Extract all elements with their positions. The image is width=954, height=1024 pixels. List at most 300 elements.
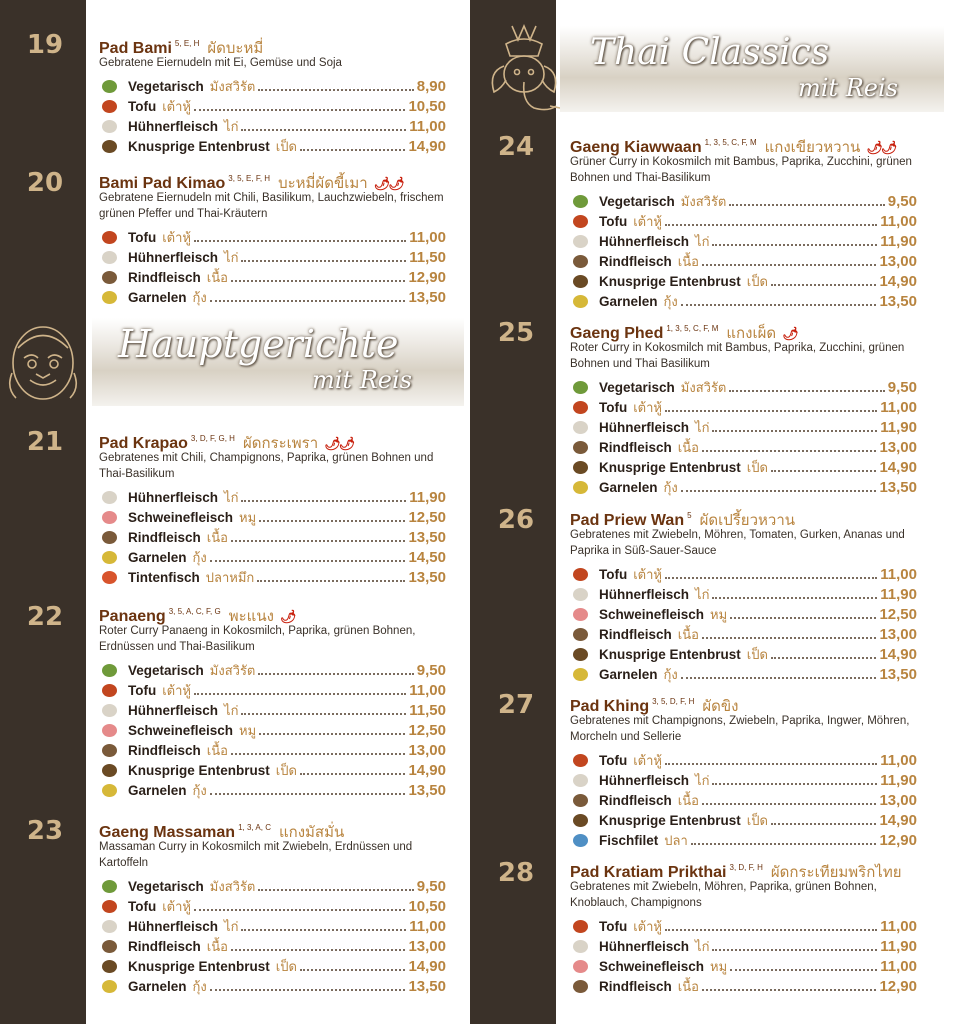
option-thai-name: เนื้อ bbox=[206, 269, 228, 285]
dish-number: 19 bbox=[26, 30, 64, 60]
option-row bbox=[99, 567, 446, 587]
dish-number: 22 bbox=[26, 602, 64, 632]
chili-icon: 🌶🌶 bbox=[373, 176, 403, 191]
option-price: 12,90 bbox=[879, 831, 917, 849]
option-thai-name: ไก่ bbox=[224, 918, 239, 934]
dot-leader bbox=[712, 597, 877, 599]
option-name: Knusprige Entenbrust bbox=[599, 273, 741, 289]
dish-thai-name: แกงเขียวหวาน bbox=[764, 139, 861, 156]
dot-leader bbox=[771, 284, 877, 286]
option-thai-name: ไก่ bbox=[695, 233, 710, 249]
option-price: 11,90 bbox=[880, 585, 917, 603]
option-row bbox=[99, 527, 446, 547]
option-thai-name: กุ้ง bbox=[663, 293, 678, 309]
beef-icon bbox=[99, 741, 119, 759]
dish-number: 23 bbox=[26, 816, 64, 846]
shrimp-icon bbox=[99, 781, 119, 799]
dot-leader bbox=[231, 540, 406, 542]
option-thai-name: เนื้อ bbox=[206, 938, 228, 954]
option-name: Hühnerfleisch bbox=[128, 118, 219, 134]
tofu-icon bbox=[570, 751, 590, 769]
option-thai-name: เนื้อ bbox=[677, 626, 699, 642]
chili-icon: 🌶🌶 bbox=[324, 436, 354, 451]
option-name: Tofu bbox=[599, 918, 628, 934]
dot-leader bbox=[771, 657, 877, 659]
banner-title: Thai Classics bbox=[590, 32, 830, 73]
option-thai-name: มังสวิรัต bbox=[209, 662, 256, 678]
chicken-icon bbox=[570, 418, 590, 436]
option-price: 13,50 bbox=[408, 781, 446, 799]
option-name: Schweinefleisch bbox=[599, 606, 705, 622]
option-price: 12,50 bbox=[408, 508, 446, 526]
option-row bbox=[99, 547, 446, 567]
beef-icon bbox=[570, 625, 590, 643]
tofu-icon bbox=[99, 228, 119, 246]
option-row bbox=[570, 770, 917, 790]
option-name: Garnelen bbox=[128, 782, 187, 798]
option-name: Rindfleisch bbox=[599, 792, 672, 808]
option-name: Hühnerfleisch bbox=[599, 938, 690, 954]
option-list bbox=[570, 191, 917, 311]
dish-thai-name: ผัดกระเพรา bbox=[242, 435, 319, 452]
option-row bbox=[570, 251, 917, 271]
dish-22-panaeng bbox=[99, 601, 446, 800]
dot-leader bbox=[712, 430, 877, 432]
chicken-icon bbox=[570, 232, 590, 250]
option-price: 12,90 bbox=[408, 268, 446, 286]
option-row bbox=[99, 287, 446, 307]
option-row bbox=[570, 604, 917, 624]
duck-icon bbox=[570, 645, 590, 663]
dish-19-pad-bami bbox=[99, 33, 446, 156]
option-price: 11,90 bbox=[409, 488, 446, 506]
option-row bbox=[570, 417, 917, 437]
option-price: 12,50 bbox=[408, 721, 446, 739]
option-thai-name: เต้าหู้ bbox=[633, 399, 662, 415]
dot-leader bbox=[712, 783, 877, 785]
tofu-icon bbox=[570, 917, 590, 935]
allergen-codes: 3, D, F, H bbox=[729, 863, 763, 872]
option-thai-name: เต้าหู้ bbox=[633, 918, 662, 934]
dish-thai-name: แกงเผ็ด bbox=[726, 325, 777, 342]
allergen-codes: 1, 3, A, C bbox=[238, 823, 271, 832]
option-row bbox=[99, 780, 446, 800]
option-thai-name: กุ้ง bbox=[192, 978, 207, 994]
option-thai-name: เนื้อ bbox=[677, 439, 699, 455]
dish-24-gaeng-kiawwaan bbox=[570, 132, 917, 311]
dish-description: Roter Curry Panaeng in Kokosmilch, Paprika, grünen Bohnen, Erdnüssen und Thai-Basilikum bbox=[99, 625, 416, 653]
option-price: 11,00 bbox=[409, 117, 446, 135]
option-row bbox=[99, 896, 446, 916]
option-name: Hühnerfleisch bbox=[128, 918, 219, 934]
option-thai-name: เต้าหู้ bbox=[162, 682, 191, 698]
option-name: Vegetarisch bbox=[128, 662, 204, 678]
dot-leader bbox=[241, 129, 406, 131]
option-price: 14,90 bbox=[879, 272, 917, 290]
option-name: Schweinefleisch bbox=[128, 509, 234, 525]
option-thai-name: ปลาหมึก bbox=[205, 569, 255, 585]
option-row bbox=[570, 477, 917, 497]
allergen-codes: 5 bbox=[687, 511, 692, 520]
option-price: 9,50 bbox=[887, 192, 917, 210]
option-thai-name: เนื้อ bbox=[677, 978, 699, 994]
option-thai-name: เป็ด bbox=[746, 273, 768, 289]
option-row bbox=[99, 247, 446, 267]
option-thai-name: ไก่ bbox=[224, 118, 239, 134]
option-price: 14,50 bbox=[408, 548, 446, 566]
tofu-icon bbox=[99, 897, 119, 915]
duck-icon bbox=[570, 272, 590, 290]
option-thai-name: เต้าหู้ bbox=[633, 566, 662, 582]
option-price: 11,00 bbox=[880, 398, 917, 416]
option-price: 13,50 bbox=[879, 292, 917, 310]
option-thai-name: หมู bbox=[710, 958, 728, 974]
option-row bbox=[99, 936, 446, 956]
dot-leader bbox=[702, 989, 877, 991]
allergen-codes: 3, 5, D, F, H bbox=[652, 697, 695, 706]
dot-leader bbox=[241, 929, 406, 931]
dish-description: Gebratenes mit Chili, Champignons, Paprika, grünen Bohnen und Thai-Basilikum bbox=[99, 452, 434, 480]
option-name: Rindfleisch bbox=[128, 742, 201, 758]
shrimp-icon bbox=[570, 478, 590, 496]
dish-number: 20 bbox=[26, 168, 64, 198]
option-thai-name: มังสวิรัต bbox=[680, 379, 727, 395]
dish-number: 27 bbox=[497, 690, 535, 720]
option-thai-name: เนื้อ bbox=[206, 742, 228, 758]
option-row bbox=[99, 507, 446, 527]
vegetable-icon bbox=[99, 877, 119, 895]
option-name: Tofu bbox=[599, 752, 628, 768]
dot-leader bbox=[241, 260, 406, 262]
dot-leader bbox=[300, 773, 406, 775]
option-thai-name: กุ้ง bbox=[663, 479, 678, 495]
option-thai-name: เป็ด bbox=[746, 812, 768, 828]
option-name: Garnelen bbox=[599, 293, 658, 309]
duck-icon bbox=[99, 761, 119, 779]
duck-icon bbox=[570, 458, 590, 476]
dot-leader bbox=[702, 803, 877, 805]
option-row bbox=[99, 700, 446, 720]
dish-thai-name: แกงมัสมั่น bbox=[278, 824, 345, 841]
option-name: Rindfleisch bbox=[128, 269, 201, 285]
option-row bbox=[570, 750, 917, 770]
option-price: 13,00 bbox=[879, 438, 917, 456]
option-price: 11,50 bbox=[409, 248, 446, 266]
option-name: Garnelen bbox=[128, 289, 187, 305]
option-name: Vegetarisch bbox=[128, 78, 204, 94]
dot-leader bbox=[665, 929, 877, 931]
option-name: Rindfleisch bbox=[128, 938, 201, 954]
vegetable-icon bbox=[99, 661, 119, 679]
chicken-icon bbox=[99, 488, 119, 506]
option-price: 8,90 bbox=[416, 77, 446, 95]
tofu-icon bbox=[99, 97, 119, 115]
dish-27-pad-khing bbox=[570, 691, 917, 850]
option-price: 13,50 bbox=[408, 528, 446, 546]
option-row bbox=[570, 564, 917, 584]
option-row bbox=[570, 916, 917, 936]
shrimp-icon bbox=[99, 977, 119, 995]
option-row bbox=[99, 760, 446, 780]
option-name: Tofu bbox=[599, 213, 628, 229]
shrimp-icon bbox=[570, 665, 590, 683]
option-row bbox=[99, 680, 446, 700]
option-row bbox=[570, 437, 917, 457]
option-row bbox=[570, 457, 917, 477]
dish-20-bami-pad-kimao bbox=[99, 168, 446, 307]
option-thai-name: หมู bbox=[239, 509, 257, 525]
dish-description: Roter Curry in Kokosmilch mit Bambus, Paprika, Zucchini, grünen Bohnen und Thai Basilikum bbox=[570, 342, 905, 370]
beef-icon bbox=[570, 977, 590, 995]
option-price: 13,50 bbox=[408, 568, 446, 586]
dish-thai-name: ผัดเปรี้ยวหวาน bbox=[699, 512, 795, 529]
chili-icon: 🌶 bbox=[279, 609, 295, 624]
dish-description: Gebratenes mit Zwiebeln, Möhren, Paprika, grünen Bohnen, Knoblauch, Champignons bbox=[570, 881, 877, 909]
dot-leader bbox=[259, 733, 405, 735]
option-thai-name: ไก่ bbox=[695, 938, 710, 954]
dish-26-pad-priew-wan bbox=[570, 505, 917, 684]
dot-leader bbox=[231, 753, 406, 755]
shrimp-icon bbox=[99, 548, 119, 566]
option-name: Schweinefleisch bbox=[128, 722, 234, 738]
dish-thai-name: ผัดขิง bbox=[702, 698, 739, 715]
option-row bbox=[570, 664, 917, 684]
dish-title bbox=[570, 857, 917, 881]
option-thai-name: ไก่ bbox=[695, 772, 710, 788]
pork-icon bbox=[99, 508, 119, 526]
option-row bbox=[570, 231, 917, 251]
allergen-codes: 3, D, F, G, H bbox=[190, 434, 235, 443]
option-price: 11,00 bbox=[409, 681, 446, 699]
dish-21-pad-krapao bbox=[99, 428, 446, 587]
vegetable-icon bbox=[99, 77, 119, 95]
option-price: 13,50 bbox=[408, 977, 446, 995]
option-row bbox=[570, 191, 917, 211]
dish-number: 25 bbox=[497, 318, 535, 348]
chicken-icon bbox=[99, 917, 119, 935]
left-margin-strip bbox=[0, 0, 86, 1024]
dish-number: 24 bbox=[497, 132, 535, 162]
dish-thai-name: พะแนง bbox=[228, 608, 274, 625]
beef-icon bbox=[99, 268, 119, 286]
vegetable-icon bbox=[570, 192, 590, 210]
option-row bbox=[99, 267, 446, 287]
dish-title bbox=[570, 132, 917, 156]
option-row bbox=[99, 76, 446, 96]
dot-leader bbox=[702, 264, 877, 266]
option-row bbox=[99, 720, 446, 740]
option-thai-name: เต้าหู้ bbox=[162, 898, 191, 914]
option-name: Tofu bbox=[599, 566, 628, 582]
option-price: 11,00 bbox=[880, 212, 917, 230]
option-name: Knusprige Entenbrust bbox=[128, 762, 270, 778]
option-name: Knusprige Entenbrust bbox=[128, 958, 270, 974]
duck-icon bbox=[99, 137, 119, 155]
dish-title bbox=[99, 817, 446, 841]
dish-name: Pad Kratiam Prikthai bbox=[570, 864, 727, 881]
dot-leader bbox=[241, 500, 406, 502]
dish-name: Pad Krapao bbox=[99, 435, 188, 452]
option-row bbox=[570, 291, 917, 311]
option-name: Knusprige Entenbrust bbox=[599, 646, 741, 662]
option-thai-name: กุ้ง bbox=[192, 549, 207, 565]
dot-leader bbox=[691, 843, 877, 845]
dish-name: Panaeng bbox=[99, 608, 166, 625]
option-row bbox=[99, 660, 446, 680]
option-thai-name: เป็ด bbox=[746, 459, 768, 475]
option-thai-name: หมู bbox=[710, 606, 728, 622]
dish-25-gaeng-phed bbox=[570, 318, 917, 497]
option-row bbox=[570, 810, 917, 830]
dish-title bbox=[570, 505, 917, 529]
option-price: 10,50 bbox=[408, 97, 446, 115]
option-price: 14,90 bbox=[408, 957, 446, 975]
option-row bbox=[570, 211, 917, 231]
option-list bbox=[99, 227, 446, 307]
option-name: Rindfleisch bbox=[599, 439, 672, 455]
option-row bbox=[99, 740, 446, 760]
duck-icon bbox=[99, 957, 119, 975]
option-row bbox=[570, 956, 917, 976]
option-price: 13,00 bbox=[879, 791, 917, 809]
option-thai-name: ไก่ bbox=[695, 419, 710, 435]
option-list bbox=[570, 377, 917, 497]
dot-leader bbox=[665, 763, 877, 765]
option-price: 11,00 bbox=[409, 917, 446, 935]
option-thai-name: เนื้อ bbox=[677, 792, 699, 808]
option-row bbox=[99, 956, 446, 976]
option-thai-name: เต้าหู้ bbox=[162, 229, 191, 245]
chicken-icon bbox=[570, 585, 590, 603]
dot-leader bbox=[258, 89, 413, 91]
option-name: Rindfleisch bbox=[599, 626, 672, 642]
dot-leader bbox=[729, 390, 884, 392]
option-thai-name: หมู bbox=[239, 722, 257, 738]
option-price: 13,00 bbox=[408, 741, 446, 759]
option-row bbox=[99, 116, 446, 136]
pork-icon bbox=[570, 605, 590, 623]
option-thai-name: มังสวิรัต bbox=[209, 878, 256, 894]
option-list bbox=[570, 564, 917, 684]
option-name: Fischfilet bbox=[599, 832, 659, 848]
chili-icon: 🌶 bbox=[782, 326, 797, 341]
option-row bbox=[570, 377, 917, 397]
banner-thai-classics bbox=[560, 26, 944, 112]
dish-title bbox=[570, 691, 917, 715]
dish-thai-name: ผัดกระเทียมพริกไทย bbox=[770, 864, 902, 881]
dot-leader bbox=[210, 989, 406, 991]
option-price: 11,90 bbox=[880, 937, 917, 955]
tofu-icon bbox=[99, 681, 119, 699]
option-price: 14,90 bbox=[408, 761, 446, 779]
dot-leader bbox=[665, 224, 877, 226]
option-name: Hühnerfleisch bbox=[128, 489, 219, 505]
allergen-codes: 3, 5, A, C, F, G bbox=[168, 607, 221, 616]
option-price: 11,00 bbox=[880, 751, 917, 769]
option-thai-name: ไก่ bbox=[695, 586, 710, 602]
beef-icon bbox=[99, 528, 119, 546]
option-name: Garnelen bbox=[128, 978, 187, 994]
pork-icon bbox=[99, 721, 119, 739]
option-row bbox=[570, 936, 917, 956]
option-row bbox=[570, 397, 917, 417]
option-name: Tofu bbox=[128, 898, 157, 914]
dish-title bbox=[99, 168, 446, 192]
dot-leader bbox=[194, 693, 406, 695]
option-name: Vegetarisch bbox=[128, 878, 204, 894]
beef-icon bbox=[570, 438, 590, 456]
dish-28-pad-kratiam-prikthai bbox=[570, 857, 917, 996]
dish-title bbox=[570, 318, 917, 342]
option-price: 11,00 bbox=[880, 565, 917, 583]
option-thai-name: เป็ด bbox=[746, 646, 768, 662]
option-list bbox=[570, 750, 917, 850]
allergen-codes: 1, 3, 5, C, F, M bbox=[666, 324, 719, 333]
option-thai-name: มังสวิรัต bbox=[209, 78, 256, 94]
option-price: 11,90 bbox=[880, 418, 917, 436]
option-row bbox=[570, 976, 917, 996]
option-thai-name: เป็ด bbox=[275, 958, 297, 974]
dot-leader bbox=[258, 889, 413, 891]
squid-icon bbox=[99, 568, 119, 586]
dot-leader bbox=[194, 909, 405, 911]
option-price: 11,00 bbox=[880, 917, 917, 935]
option-name: Rindfleisch bbox=[599, 978, 672, 994]
shrimp-icon bbox=[570, 292, 590, 310]
banner-hauptgerichte bbox=[92, 318, 464, 406]
option-name: Tintenfisch bbox=[128, 569, 200, 585]
option-name: Hühnerfleisch bbox=[599, 586, 690, 602]
option-thai-name: มังสวิรัต bbox=[680, 193, 727, 209]
dot-leader bbox=[771, 823, 877, 825]
option-row bbox=[99, 227, 446, 247]
fish-icon bbox=[570, 831, 590, 849]
chicken-icon bbox=[570, 937, 590, 955]
dish-description: Gebratene Eiernudeln mit Ei, Gemüse und Soja bbox=[99, 57, 342, 69]
tofu-icon bbox=[570, 398, 590, 416]
allergen-codes: 3, 5, E, F, H bbox=[228, 174, 271, 183]
dish-name: Gaeng Kiawwaan bbox=[570, 139, 702, 156]
dot-leader bbox=[210, 560, 406, 562]
dot-leader bbox=[210, 300, 406, 302]
dot-leader bbox=[259, 520, 405, 522]
dot-leader bbox=[231, 280, 406, 282]
option-name: Tofu bbox=[128, 98, 157, 114]
option-price: 13,00 bbox=[408, 937, 446, 955]
option-thai-name: เนื้อ bbox=[677, 253, 699, 269]
dot-leader bbox=[681, 677, 877, 679]
tofu-icon bbox=[570, 565, 590, 583]
option-thai-name: เป็ด bbox=[275, 138, 297, 154]
option-name: Knusprige Entenbrust bbox=[599, 812, 741, 828]
option-price: 13,50 bbox=[879, 478, 917, 496]
option-row bbox=[570, 790, 917, 810]
option-list bbox=[570, 916, 917, 996]
dot-leader bbox=[241, 713, 406, 715]
duck-icon bbox=[570, 811, 590, 829]
dish-name: Gaeng Massaman bbox=[99, 824, 236, 841]
option-name: Hühnerfleisch bbox=[599, 233, 690, 249]
dot-leader bbox=[210, 793, 406, 795]
option-price: 9,50 bbox=[416, 877, 446, 895]
option-name: Garnelen bbox=[599, 666, 658, 682]
dish-number: 21 bbox=[26, 427, 64, 457]
dot-leader bbox=[231, 949, 406, 951]
allergen-codes: 1, 3, 5, C, F, M bbox=[704, 138, 757, 147]
chicken-icon bbox=[99, 117, 119, 135]
dish-name: Pad Khing bbox=[570, 698, 650, 715]
dish-title bbox=[99, 601, 446, 625]
